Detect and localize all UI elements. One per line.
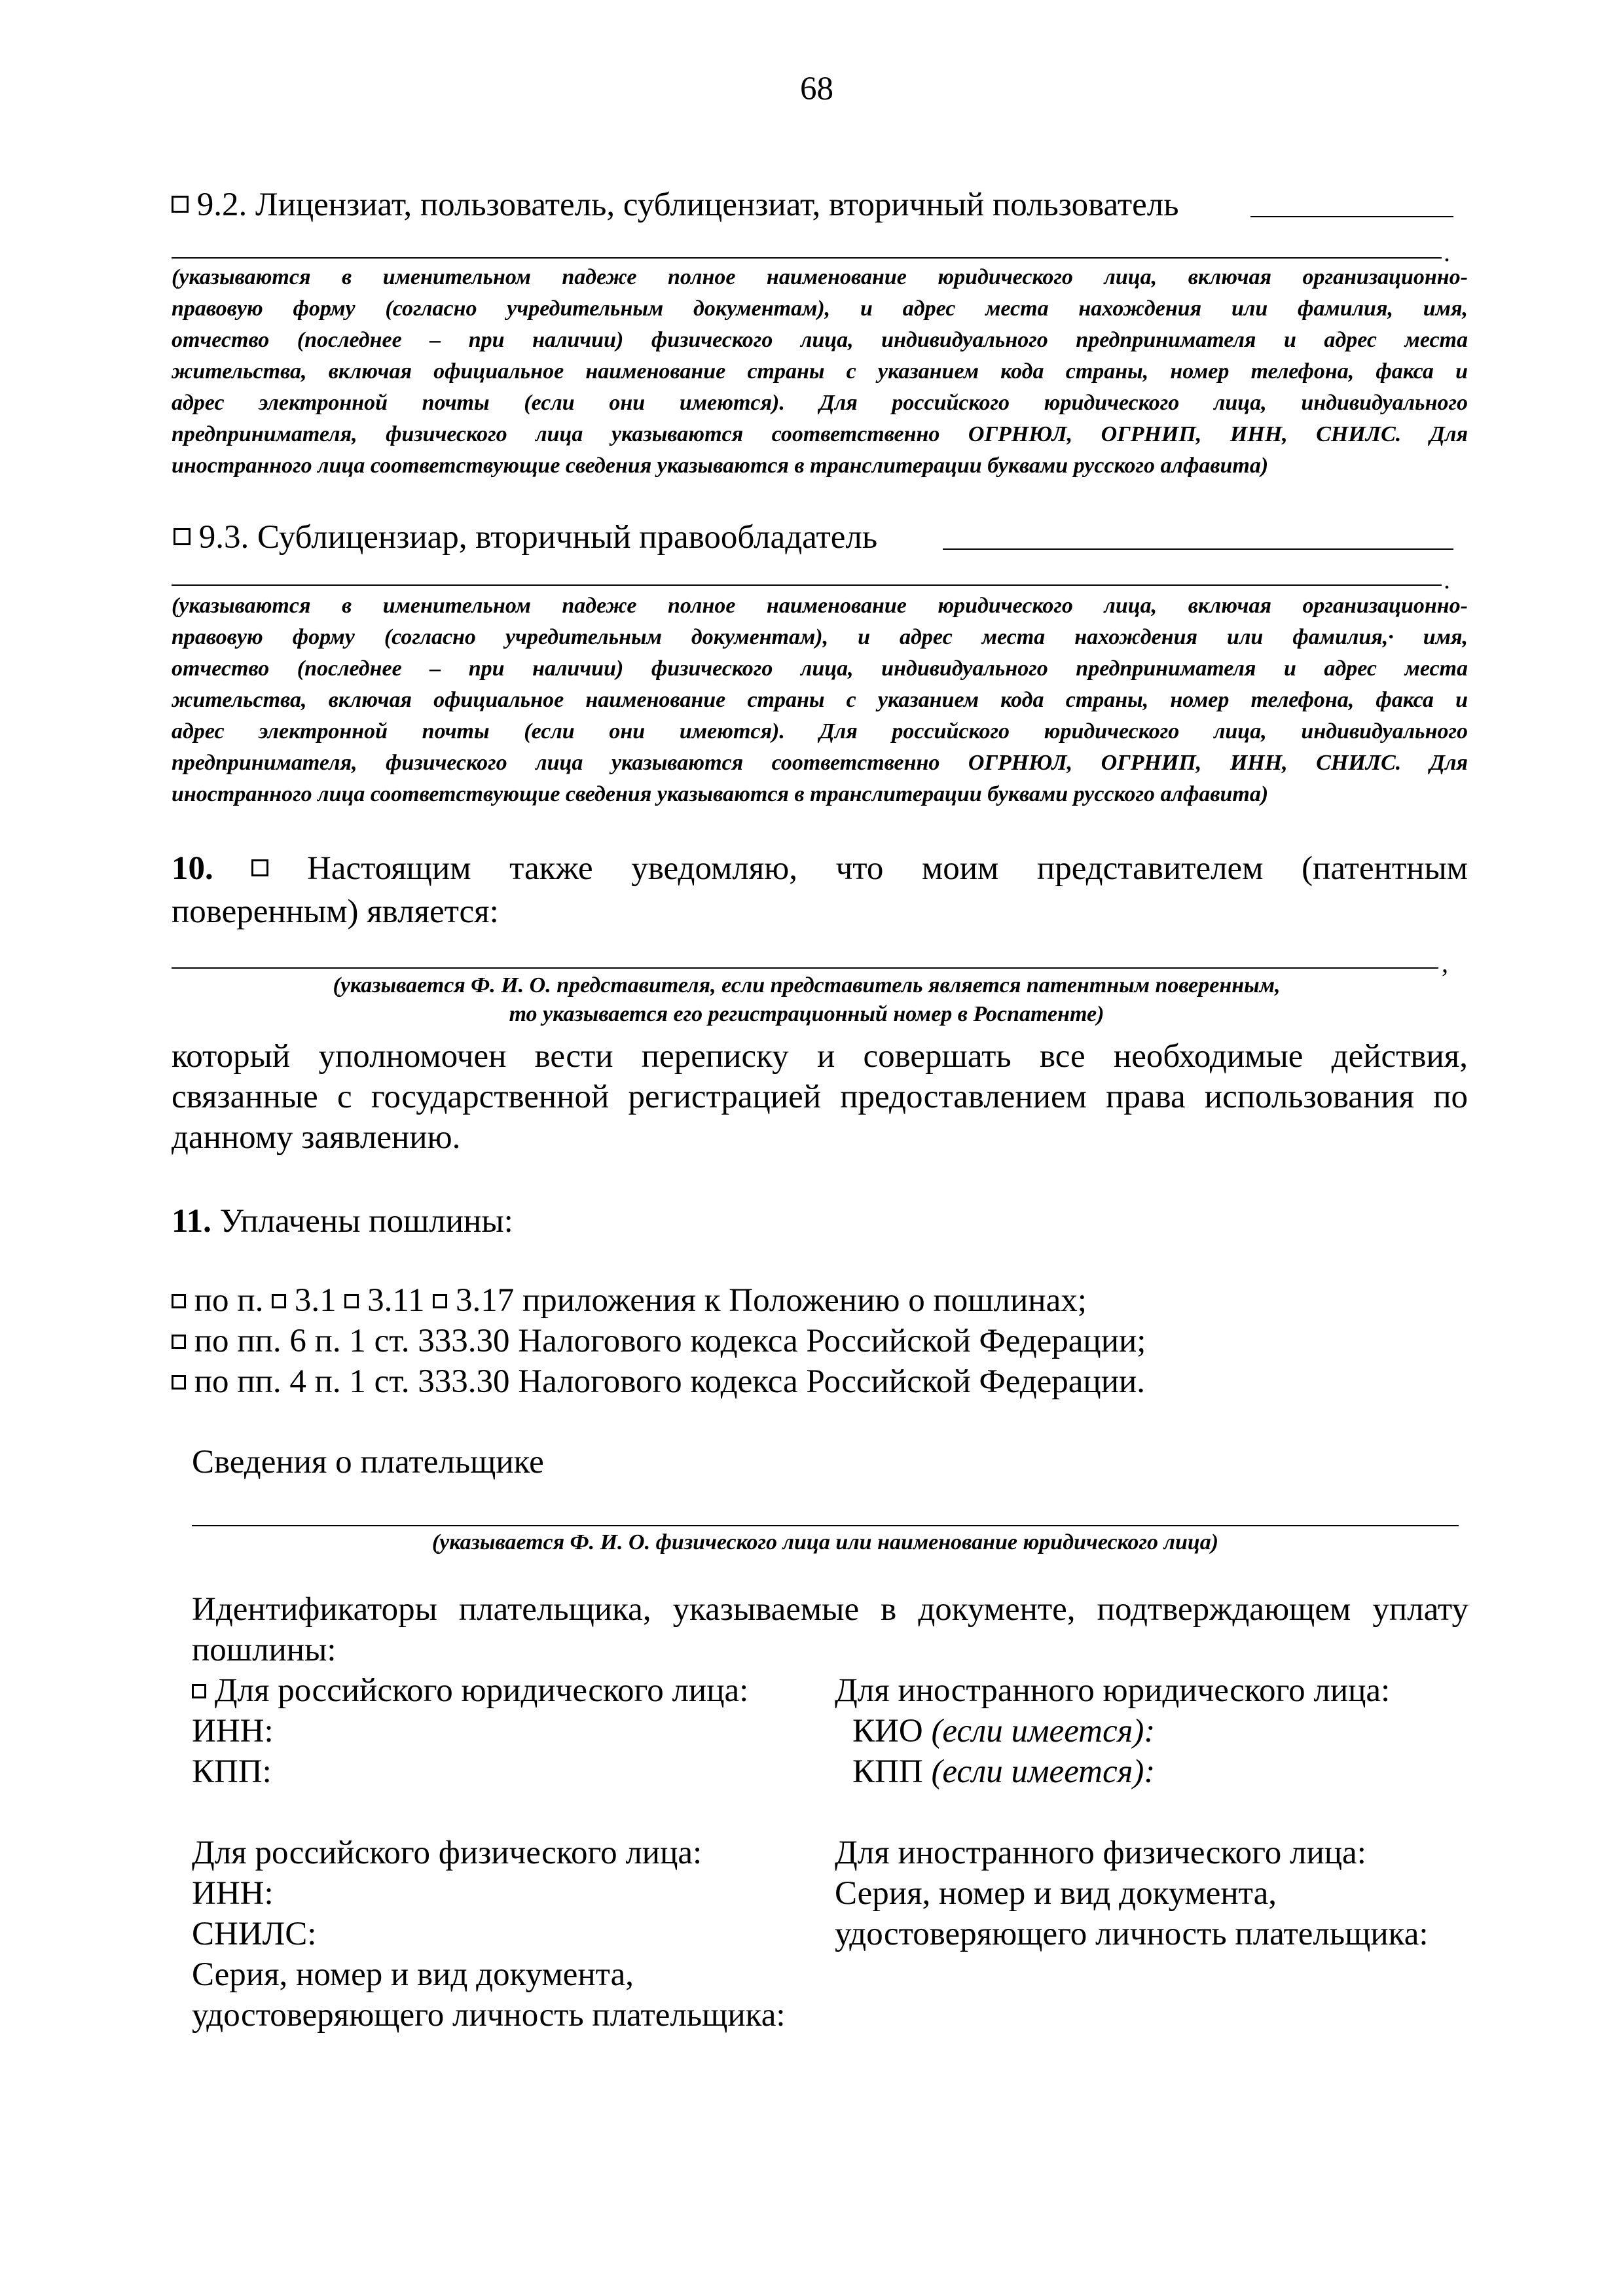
- checkbox-fee-2[interactable]: [172, 1335, 186, 1349]
- kpp2-note: (если имеется):: [931, 1753, 1156, 1790]
- note-line: предпринимателя, физического лица указываются соответственно ОГРНЮЛ, ОГРНИП, ИНН, СНИЛС. Для: [172, 422, 1468, 446]
- ru-legal-label: Для российского юридического лица:: [214, 1672, 749, 1709]
- doc-line-1: Серия, номер и вид документа,: [192, 1956, 634, 1993]
- fee-1-text-a: по п.: [194, 1282, 264, 1319]
- section-10-text: Настоящим также уведомляю, что моим представителем (патентным: [306, 850, 1468, 887]
- note-line: адрес электронной почты (если они имеются). Для российского юридического лица, индивидуального: [172, 391, 1468, 415]
- section-9-2-heading: [172, 185, 1179, 225]
- section-10-number: 10.: [172, 850, 213, 887]
- payer-ids-1: Идентификаторы плательщика, указываемые в документе, подтверждающем уплату: [192, 1591, 1468, 1628]
- note-line: (указываются в именительном падеже полное наименование юридического лица, включая организационно-: [172, 265, 1468, 289]
- ru-legal-heading: [192, 1670, 748, 1711]
- section-10-body-2: связанные с государственной регистрацией предоставлением права использования по: [172, 1079, 1468, 1115]
- note-line: отчество (последнее – при наличии) физического лица, индивидуального предпринимателя и адрес места: [172, 656, 1468, 681]
- section-9-3-heading: [173, 517, 877, 558]
- section-11-heading: [172, 1201, 513, 1242]
- section-11-title: Уплачены пошлины:: [219, 1203, 513, 1240]
- fee-3-text: по пп. 4 п. 1 ст. 333.30 Налогового кодекса Российской Федерации.: [194, 1363, 1146, 1400]
- note-line: предпринимателя, физического лица указываются соответственно ОГРНЮЛ, ОГРНИП, ИНН, СНИЛС. Для: [172, 751, 1468, 775]
- section-9-2-note: [172, 262, 1468, 482]
- foreign-doc-line-1: Серия, номер и вид документа,: [835, 1875, 1277, 1912]
- fee-2-text: по пп. 6 п. 1 ст. 333.30 Налогового кодекса Российской Федерации;: [194, 1323, 1146, 1359]
- fee-line-2: [172, 1321, 1146, 1361]
- kpp-label: КПП:: [192, 1753, 272, 1790]
- note-line: адрес электронной почты (если они имеются). Для российского юридического лица, индивидуального: [172, 719, 1468, 744]
- note-line: иностранного лица соответствующие сведения указываются в транслитерации буквами русского алфавита): [172, 454, 1269, 478]
- fee-line-1: [172, 1280, 1087, 1321]
- inn2-label: ИНН:: [192, 1875, 274, 1912]
- section-9-2-label: 9.2. Лицензиат, пользователь, сублицензиат, вторичный пользователь: [196, 187, 1179, 223]
- fee-1-text-b: 3.1: [294, 1282, 337, 1319]
- section-11-number: 11.: [172, 1203, 211, 1240]
- snils-label: СНИЛС:: [192, 1916, 317, 1952]
- checkbox-fee-3-17[interactable]: [433, 1294, 447, 1308]
- section-9-3-note: [172, 590, 1468, 810]
- fee-line-3: [172, 1361, 1145, 1402]
- section-10-body-3: данному заявлению.: [172, 1119, 461, 1156]
- foreign-person-heading: Для иностранного физического лица:: [835, 1835, 1366, 1871]
- checkbox-fee-3-11[interactable]: [344, 1294, 359, 1308]
- section-10-line-1: [172, 848, 1468, 889]
- foreign-legal-heading: Для иностранного юридического лица:: [835, 1672, 1391, 1709]
- kpp2-label: [852, 1751, 1155, 1792]
- representative-note-2: то указывается его регистрационный номер в Роспатенте): [509, 1002, 1104, 1026]
- section-10-body-1: который уполномочен вести переписку и совершать все необходимые действия,: [172, 1038, 1468, 1075]
- kio-note: (если имеется):: [931, 1713, 1156, 1749]
- kio-text: КИО: [852, 1713, 923, 1749]
- note-line: (указываются в именительном падеже полное наименование юридического лица, включая организационно-: [172, 594, 1468, 618]
- checkbox-fee-4[interactable]: [172, 1375, 186, 1390]
- representative-fill-line[interactable]: [172, 967, 1438, 969]
- comma-mark: ,: [1442, 948, 1448, 978]
- note-line: иностранного лица соответствующие сведения указываются в транслитерации буквами русского алфавита): [172, 782, 1269, 806]
- section-9-3-label: 9.3. Сублицензиар, вторичный правообладатель: [198, 519, 878, 556]
- checkbox-9-3[interactable]: [173, 528, 191, 545]
- checkbox-10[interactable]: [251, 859, 268, 876]
- payer-note: (указывается Ф. И. О. физического лица или наименование юридического лица): [431, 1530, 1219, 1554]
- inn-label: ИНН:: [192, 1713, 274, 1749]
- period-mark: .: [1444, 565, 1450, 594]
- payer-title: Сведения о плательщике: [192, 1444, 544, 1480]
- checkbox-fee-1[interactable]: [172, 1294, 186, 1308]
- payer-fill-line[interactable]: [192, 1525, 1459, 1526]
- section-9-2-fill-line[interactable]: [1250, 216, 1453, 217]
- foreign-doc-line-2: удостоверяющего личность плательщика:: [835, 1916, 1429, 1952]
- note-line: жительства, включая официальное наименование страны с указанием кода страны, номер телефона, факса и: [172, 688, 1468, 712]
- ru-person-heading: Для российского физического лица:: [192, 1835, 702, 1871]
- note-line: отчество (последнее – при наличии) физического лица, индивидуального предпринимателя и адрес места: [172, 328, 1468, 352]
- checkbox-fee-3-1[interactable]: [272, 1294, 286, 1308]
- representative-note-1: (указывается Ф. И. О. представителя, если представитель является патентным поверенным,: [333, 973, 1281, 997]
- section-9-3-fill-line[interactable]: [943, 548, 1453, 550]
- page-number: 68: [800, 71, 833, 107]
- payer-ids-2: пошлины:: [192, 1632, 337, 1668]
- kpp2-text: КПП: [852, 1753, 923, 1790]
- note-line: жительства, включая официальное наименование страны с указанием кода страны, номер телефона, факса и: [172, 359, 1468, 384]
- kio-label: [852, 1711, 1155, 1751]
- section-10-line-2: поверенным) является:: [172, 893, 499, 930]
- fee-1-text-c: 3.11: [367, 1282, 425, 1319]
- doc-line-2: удостоверяющего личность плательщика:: [192, 1997, 786, 2034]
- fee-1-text-d: 3.17 приложения к Положению о пошлинах;: [455, 1282, 1087, 1319]
- note-line: правовую форму (согласно учредительным документам), и адрес места нахождения или фамилия, имя,: [172, 296, 1468, 321]
- note-line: правовую форму (согласно учредительным документам), и адрес места нахождения или фамилия,· имя,: [172, 625, 1468, 649]
- section-9-2-fill-line-2[interactable]: [172, 257, 1442, 259]
- section-9-3-fill-line-2[interactable]: [172, 584, 1442, 586]
- checkbox-ru-legal[interactable]: [192, 1684, 206, 1698]
- checkbox-9-2[interactable]: [172, 196, 189, 213]
- period-mark: .: [1444, 238, 1450, 267]
